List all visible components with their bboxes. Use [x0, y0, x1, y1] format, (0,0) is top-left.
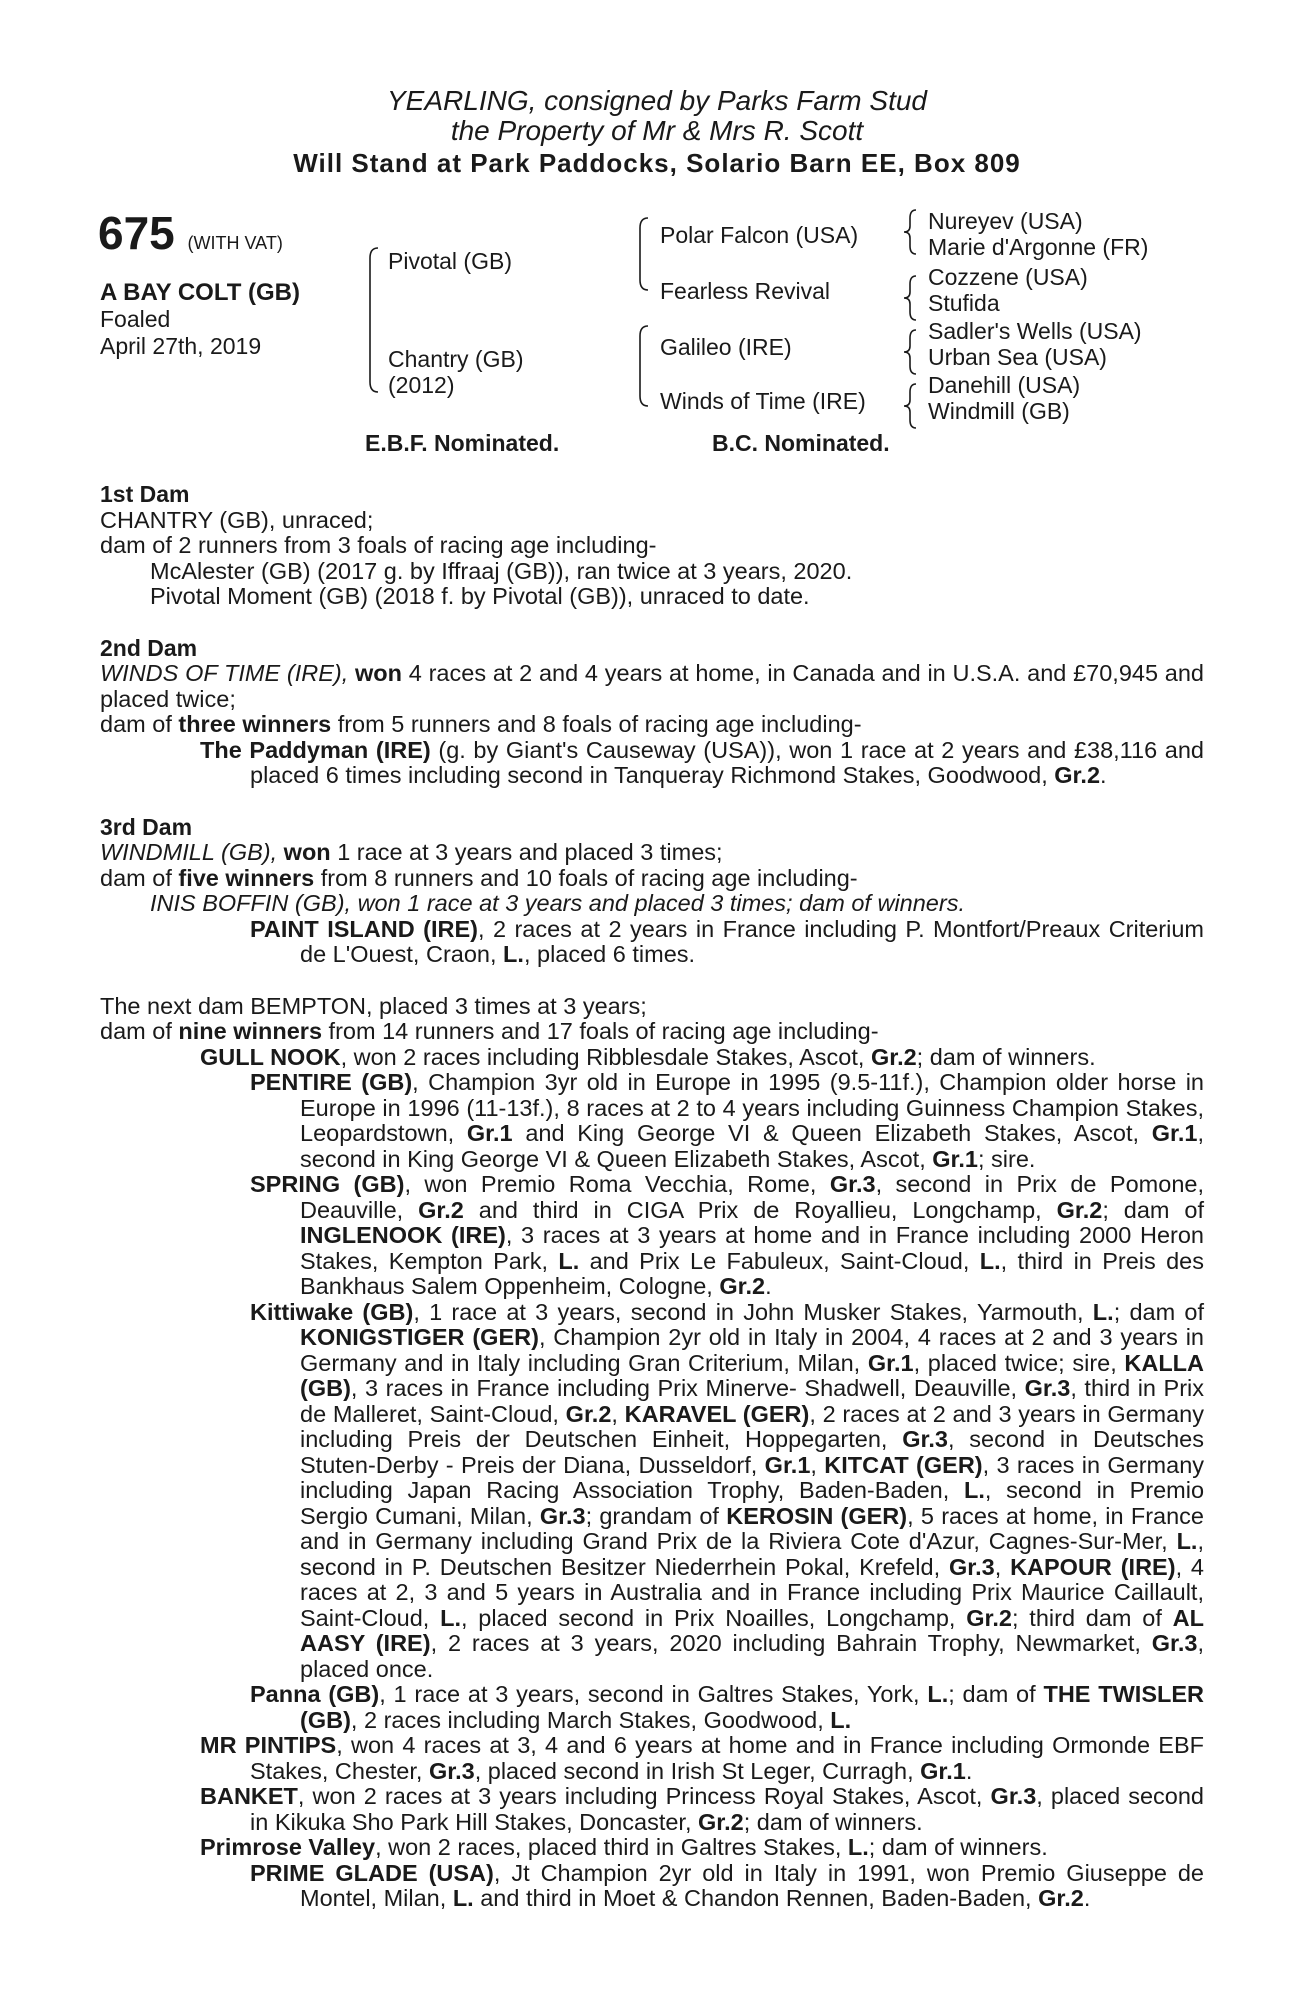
produce-item: SPRING (GB), won Premio Roma Vecchia, Rome, Gr.3, second in Prix de Pomone, Deauville, Gr.2 and third in CIGA Prix de Royallieu, Longchamp, Gr.2; dam of INGLENOOK (IRE), 3 races at 3 years at home and in France including 2000 Heron Stakes, Kempton Park, L. and Prix Le Fabuleux, Saint-Cloud, L., third in Preis des Bankhaus Salem Oppenheim, Cologne, Gr.2.: [250, 1171, 1205, 1299]
dam3-line: WINDMILL (GB), won 1 race at 3 years and placed 3 times;: [100, 839, 723, 865]
ped-nureyev: Nureyev (USA): [928, 208, 1083, 234]
produce-item: PRIME GLADE (USA), Jt Champion 2yr old in Italy in 1991, won Premio Giuseppe de Montel, Milan, L. and third in Moet & Chandon Rennen, Baden-Baden, Gr.2.: [250, 1859, 1204, 1911]
dam1-heading: 1st Dam: [100, 481, 190, 507]
lot-number: 675 (WITH VAT): [98, 207, 283, 259]
ped-cozzene: Cozzene (USA): [928, 264, 1088, 290]
owner-line: the Property of Mr & Mrs R. Scott: [450, 115, 864, 146]
produce-item: McAlester (GB) (2017 g. by Iffraaj (GB)), ran twice at 3 years, 2020.: [150, 557, 853, 584]
stabling-line: Will Stand at Park Paddocks, Solario Barn EE, Box 809: [293, 148, 1021, 178]
bracket-dam-side: [640, 326, 648, 406]
produce-item: PAINT ISLAND (IRE), 2 races at 2 years in France including P. Montfort/Preaux Criterium de L'Ouest, Craon, L., placed 6 times.: [250, 915, 1204, 967]
sire-dam: Fearless Revival: [660, 278, 830, 304]
bracket-galileo: [904, 330, 916, 374]
bracket-winds-of-time: [904, 384, 916, 428]
ped-windmill: Windmill (GB): [928, 398, 1070, 424]
sire-name: Pivotal (GB): [388, 248, 512, 274]
dam-name: Chantry (GB): [388, 346, 524, 372]
dam-year: (2012): [388, 372, 455, 398]
dam3-produce: dam of five winners from 8 runners and 10 foals of racing age including-: [100, 864, 858, 891]
ped-danehill: Danehill (USA): [928, 372, 1081, 398]
ped-marie-dargonne: Marie d'Argonne (FR): [928, 234, 1149, 260]
produce-item: MR PINTIPS, won 4 races at 3, 4 and 6 years at home and in France including Ormonde EBF Stakes, Chester, Gr.3, placed second in Irish St Leger, Curragh, Gr.1.: [200, 1732, 1204, 1784]
ebf-nominated: E.B.F. Nominated.: [365, 430, 560, 456]
dam1-produce: dam of 2 runners from 3 foals of racing age including-: [100, 532, 657, 558]
produce-item: Primrose Valley, won 2 races, placed third in Galtres Stakes, L.; dam of winners.: [200, 1834, 1048, 1860]
next-dam-line: The next dam BEMPTON, placed 3 times at 3 years;: [100, 992, 647, 1019]
dam3-heading: 3rd Dam: [100, 813, 193, 840]
bc-nominated: B.C. Nominated.: [712, 430, 890, 456]
dam1-line: CHANTRY (GB), unraced;: [100, 506, 374, 533]
produce-item: Kittiwake (GB), 1 race at 3 years, second in John Musker Stakes, Yarmouth, L.; dam of KONIGSTIGER (GER), Champion 2yr old in Italy in 2004, 4 races at 2 and 3 years in Germany and in Italy including Gran Criterium, Milan, Gr.1, placed twice; sire, KALLA (GB), 3 races in France including Prix Minerve- Shadwell, Deauville, Gr.3, third in Prix de Malleret, Saint-Cloud, Gr.2, KARAVEL (GER), 2 races at 2 and 3 years in Germany including Preis der Deutschen Einheit, Hoppegarten, Gr.3, second in Deutsches Stuten-Derby - Preis der Diana, Dusseldorf, Gr.1, KITCAT (GER), 3 races in Germany including Japan Racing Association Trophy, Baden-Baden, L., second in Premio Sergio Cumani, Milan, Gr.3; grandam of KEROSIN (GER), 5 races at home, in France and in Germany including Grand Prix de la Riviera Cote d'Azur, Cagnes-Sur-Mer, L., second in P. Deutschen Besitzer Niederrhein Pokal, Krefeld, Gr.3, KAPOUR (IRE), 4 races at 2, 3 and 5 years in Australia and in France including Prix Maurice Caillault, Saint-Cloud, L., placed second in Prix Noailles, Longchamp, Gr.2; third dam of AL AASY (IRE), 2 races at 3 years, 2020 including Bahrain Trophy, Newmarket, Gr.3, placed once.: [250, 1298, 1205, 1682]
bracket-sire-dam: [370, 248, 378, 392]
produce-item: BANKET, won 2 races at 3 years including Princess Royal Stakes, Ascot, Gr.3, placed second in Kikuka Sho Park Hill Stakes, Doncaster, Gr.2; dam of winners.: [200, 1783, 1204, 1835]
dam-sire: Galileo (IRE): [660, 334, 792, 360]
pedigree-brackets: [0, 0, 1314, 460]
dam-dam: Winds of Time (IRE): [660, 388, 866, 414]
foaled-label: Foaled: [100, 306, 171, 332]
consignor-line: YEARLING, consigned by Parks Farm Stud: [387, 85, 927, 116]
bracket-polar-falcon: [904, 210, 916, 254]
produce-item: Pivotal Moment (GB) (2018 f. by Pivotal (GB)), unraced to date.: [150, 583, 810, 609]
bracket-fearless-revival: [904, 276, 916, 320]
next-dam-produce: dam of nine winners from 14 runners and 17 foals of racing age including-: [100, 1018, 879, 1044]
dam2-heading: 2nd Dam: [100, 634, 198, 661]
produce-item: INIS BOFFIN (GB), won 1 race at 3 years and placed 3 times; dam of winners.: [150, 890, 965, 916]
ped-urban-sea: Urban Sea (USA): [928, 344, 1107, 370]
produce-item: GULL NOOK, won 2 races including Ribblesdale Stakes, Ascot, Gr.2; dam of winners.: [200, 1043, 1096, 1070]
ped-sadlers-wells: Sadler's Wells (USA): [928, 318, 1142, 344]
bracket-sire-side: [640, 218, 648, 290]
dam2-produce: dam of three winners from 5 runners and 8 foals of racing age including-: [100, 711, 862, 737]
vat-note: (WITH VAT): [187, 233, 283, 253]
dam2-line: WINDS OF TIME (IRE), won 4 races at 2 and 4 years at home, in Canada and in U.S.A. and £70,945 and placed twice;: [100, 660, 1204, 712]
foaled-date: April 27th, 2019: [100, 333, 262, 359]
produce-item: The Paddyman (IRE) (g. by Giant's Causeway (USA)), won 1 race at 2 years and £38,116 and placed 6 times including second in Tanqueray Richmond Stakes, Goodwood, Gr.2.: [200, 736, 1204, 788]
lot-title: A BAY COLT (GB): [100, 279, 301, 306]
produce-item: PENTIRE (GB), Champion 3yr old in Europe in 1995 (9.5-11f.), Champion older horse in Europe in 1996 (11-13f.), 8 races at 2 to 4 years including Guinness Champion Stakes, Leopardstown, Gr.1 and King George VI & Queen Elizabeth Stakes, Ascot, Gr.1, second in King George VI & Queen Elizabeth Stakes, Ascot, Gr.1; sire.: [250, 1069, 1204, 1172]
ped-stufida: Stufida: [928, 290, 1000, 316]
sire-sire: Polar Falcon (USA): [660, 222, 859, 248]
catalogue-text: [100, 482, 1204, 1912]
produce-item: Panna (GB), 1 race at 3 years, second in Galtres Stakes, York, L.; dam of THE TWISLER (GB), 2 races including March Stakes, Goodwood, L.: [250, 1681, 1204, 1733]
